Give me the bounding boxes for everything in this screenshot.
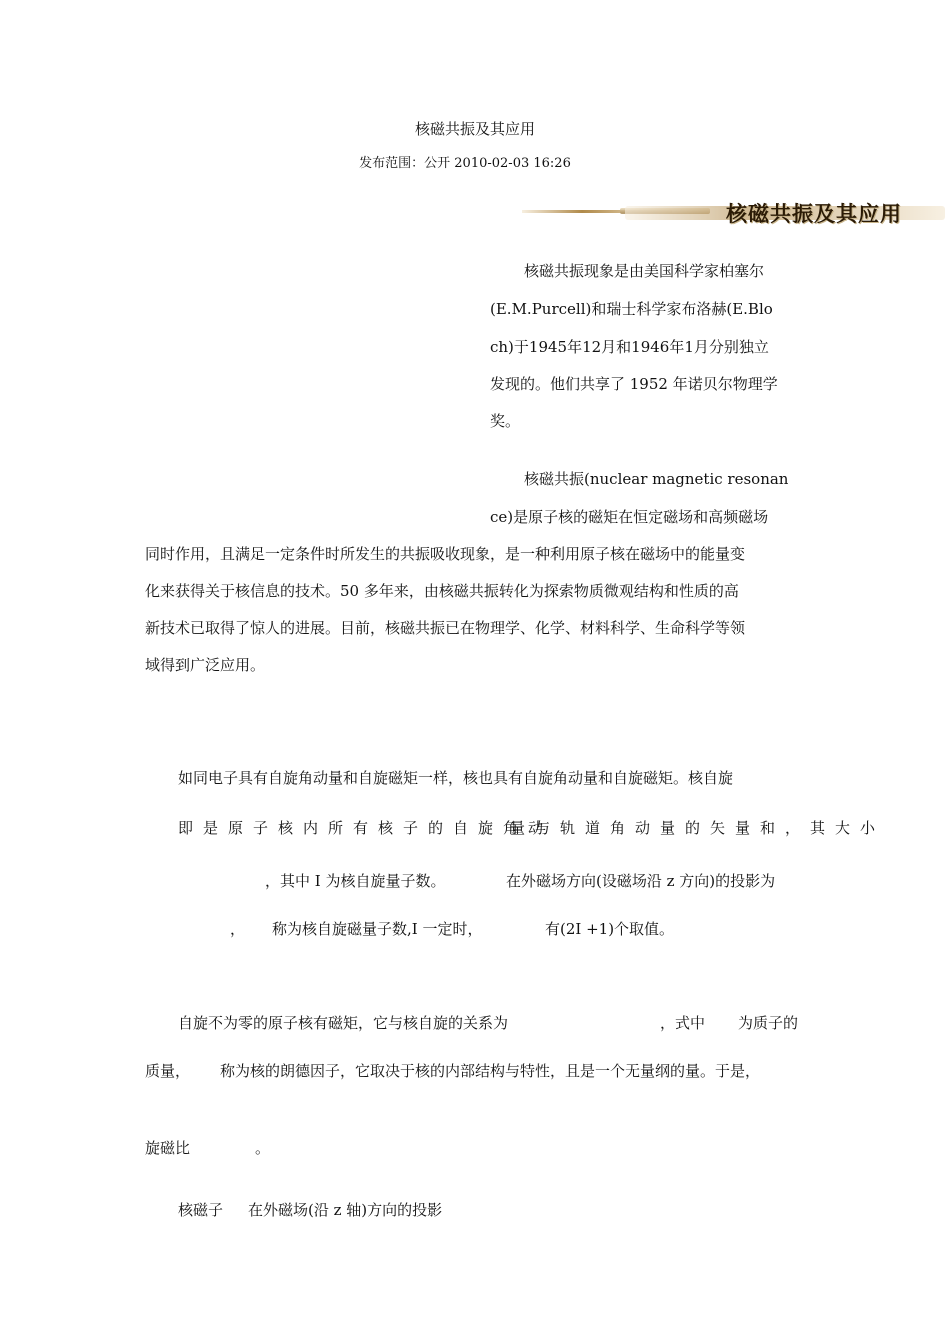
para1-line: 发现的。他们共享了 1952 年诺贝尔物理学 [490, 375, 778, 393]
para4-line: ，式中 [660, 1014, 706, 1032]
para5-line: 核磁子 [178, 1201, 224, 1219]
para5-line: 在外磁场(沿 z 轴)方向的投影 [248, 1201, 443, 1219]
para4-line: 质量， [145, 1062, 191, 1080]
title-banner [520, 197, 950, 229]
para4-line: 为质子的 [738, 1014, 799, 1032]
para4-line: 。 [255, 1139, 271, 1157]
para1-line: 奖。 [490, 412, 521, 430]
para3-line: 量与轨道角动量的矢量和，其大小 [510, 819, 886, 837]
para1-line: ch)于1945年12月和1946年1月分别独立 [490, 338, 769, 356]
para2-line: 同时作用，且满足一定条件时所发生的共振吸收现象，是一种利用原子核在磁场中的能量变 [145, 545, 746, 563]
para1-line: (E.M.Purcell)和瑞士科学家布洛赫(E.Blo [490, 300, 773, 318]
para3-line: 如同电子具有自旋角动量和自旋磁矩一样，核也具有自旋角动量和自旋磁矩。核自旋 [178, 769, 734, 787]
para3-line: 即是原子核内所有核子的自旋角动 [178, 819, 554, 837]
para4-line: 称为核的朗德因子，它取决于核的内部结构与特性，且是一个无量纲的量。于是， [220, 1062, 761, 1080]
para1-line: 核磁共振现象是由美国科学家柏塞尔 [524, 262, 765, 280]
para2-line: 化来获得关于核信息的技术。50 多年来，由核磁共振转化为探索物质微观结构和性质的高 [145, 582, 739, 600]
para3-line: ， [230, 920, 246, 938]
para3-line: 有(2I +1)个取值。 [545, 920, 675, 938]
publish-info: 发布范围：公开 2010-02-03 16:26 [359, 156, 571, 171]
banner-title: 核磁共振及其应用 [726, 202, 902, 226]
para3-line: 称为核自旋磁量子数,I 一定时， [272, 920, 483, 938]
para2-line: ce)是原子核的磁矩在恒定磁场和高频磁场 [490, 508, 769, 526]
para2-line: 新技术已取得了惊人的进展。目前，核磁共振已在物理学、化学、材料科学、生命科学等领 [145, 619, 746, 637]
para4-line: 旋磁比 [145, 1139, 191, 1157]
para4-line: 自旋不为零的原子核有磁矩，它与核自旋的关系为 [178, 1014, 509, 1032]
para3-line: ，其中 I 为核自旋量子数。 [265, 872, 446, 890]
para2-line: 核磁共振(nuclear magnetic resonan [524, 470, 789, 488]
para2-line: 域得到广泛应用。 [145, 656, 266, 674]
page-title: 核磁共振及其应用 [414, 120, 535, 138]
para3-line: 在外磁场方向(设磁场沿 z 方向)的投影为 [506, 872, 776, 890]
